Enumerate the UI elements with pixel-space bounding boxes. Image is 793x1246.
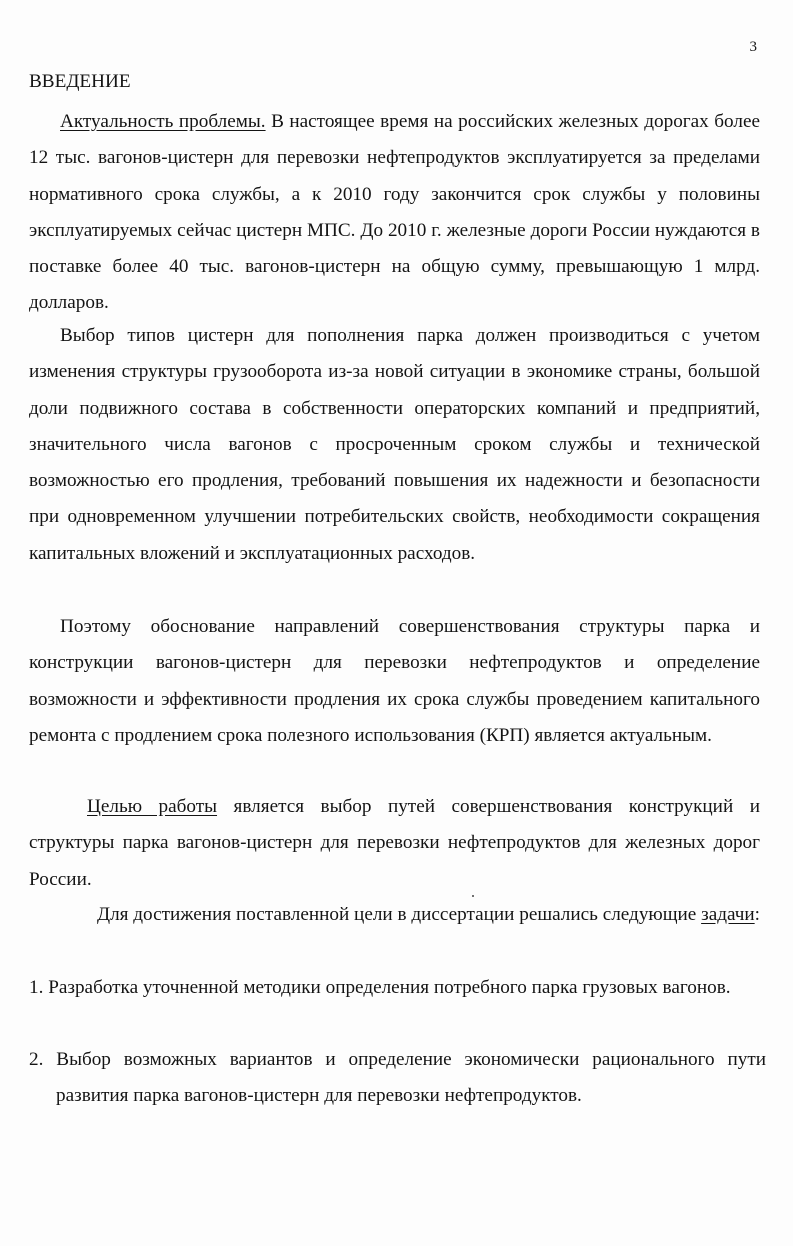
task-text: Выбор возможных вариантов и определение экономически рационального пути развития парка вагонов-цистерн для перевозки нефтепродуктов.	[56, 1049, 766, 1107]
paragraph-justification	[29, 609, 760, 754]
task-item	[29, 970, 766, 1006]
paragraph-relevance	[29, 104, 760, 322]
goal-text: является выбор путей совершенствования конструкций и структуры парка вагонов-цистерн для перевозки нефтепродуктов для железных дорог России.	[29, 796, 760, 890]
paragraph-goal	[29, 789, 760, 898]
paragraph-tasks-intro	[29, 897, 760, 933]
goal-lead: Целью работы	[87, 796, 218, 817]
paragraph-tank-selection	[29, 318, 760, 572]
task-item	[29, 1042, 766, 1115]
justification-text: Поэтому обоснование направлений совершенствования структуры парка и конструкции вагонов-цистерн для перевозки нефтепродуктов и определение возможности и эффективности продления их срока службы проведением капитального ремонта с продлением срока полезного использования (КРП) является актуальным.	[29, 616, 760, 746]
section-heading: ВВЕДЕНИЕ	[29, 71, 131, 92]
tasks-lead: задачи	[701, 904, 755, 925]
tasks-intro-text: Для достижения поставленной цели в диссертации решались следующие	[97, 904, 702, 925]
relevance-lead: Актуальность проблемы.	[60, 111, 266, 132]
task-text: Разработка уточненной методики определения потребного парка грузовых вагонов.	[48, 977, 731, 998]
task-number: 1.	[29, 977, 44, 998]
task-number: 2.	[29, 1049, 44, 1070]
tasks-tail: :	[754, 904, 760, 925]
relevance-text: В настоящее время на российских железных дорогах более 12 тыс. вагонов-цистерн для перевозки нефтепродуктов эксплуатируется за пределами нормативного срока службы, а к 2010 году закончится срок службы у половины эксплуатируемых сейчас цистерн МПС. До 2010 г. железные дороги России нуждаются в поставке более 40 тыс. вагонов-цистерн на общую сумму, превышающую 1 млрд. долларов.	[29, 111, 760, 314]
tank-selection-text: Выбор типов цистерн для пополнения парка должен производиться с учетом изменения структуры грузооборота из-за новой ситуации в экономике страны, большой доли подвижного состава в собственности операторских компаний и предприятий, значительного числа вагонов с просроченным сроком службы и технической возможностью его продления, требований повышения их надежности и безопасности при одновременном улучшении потребительских свойств, необходимости сокращения капитальных вложений и эксплуатационных расходов.	[29, 325, 760, 564]
page-number: 3	[749, 39, 757, 55]
